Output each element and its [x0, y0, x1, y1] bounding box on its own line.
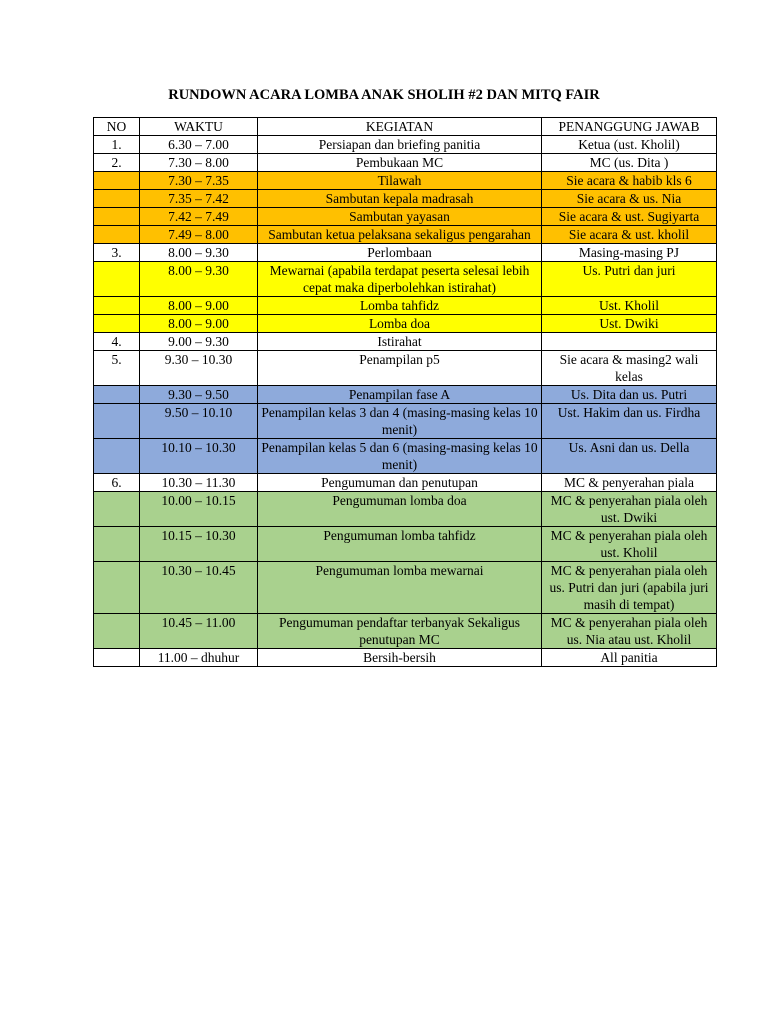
cell-waktu: 8.00 – 9.00	[140, 315, 258, 333]
header-penanggung-jawab: PENANGGUNG JAWAB	[542, 118, 717, 136]
cell-waktu: 10.15 – 10.30	[140, 527, 258, 562]
cell-penanggung-jawab: MC & penyerahan piala oleh us. Nia atau ust. Kholil	[542, 614, 717, 649]
cell-kegiatan: Penampilan kelas 5 dan 6 (masing-masing kelas 10 menit)	[258, 439, 542, 474]
table-row	[94, 386, 717, 404]
cell-no	[94, 297, 140, 315]
cell-no	[94, 386, 140, 404]
cell-waktu: 9.30 – 9.50	[140, 386, 258, 404]
cell-kegiatan: Sambutan ketua pelaksana sekaligus pengarahan	[258, 226, 542, 244]
cell-waktu: 10.30 – 10.45	[140, 562, 258, 614]
table-row	[94, 404, 717, 439]
table-row	[94, 172, 717, 190]
cell-waktu: 10.30 – 11.30	[140, 474, 258, 492]
cell-no: 6.	[94, 474, 140, 492]
cell-kegiatan: Pengumuman lomba mewarnai	[258, 562, 542, 614]
table-row	[94, 492, 717, 527]
cell-no	[94, 315, 140, 333]
table-row	[94, 208, 717, 226]
cell-waktu: 8.00 – 9.30	[140, 262, 258, 297]
cell-kegiatan: Perlombaan	[258, 244, 542, 262]
table-row	[94, 136, 717, 154]
cell-no: 1.	[94, 136, 140, 154]
cell-no	[94, 404, 140, 439]
cell-penanggung-jawab: Us. Putri dan juri	[542, 262, 717, 297]
cell-no: 3.	[94, 244, 140, 262]
cell-no	[94, 439, 140, 474]
cell-no	[94, 262, 140, 297]
table-row	[94, 226, 717, 244]
cell-kegiatan: Bersih-bersih	[258, 649, 542, 667]
header-no: NO	[94, 118, 140, 136]
table-row	[94, 474, 717, 492]
cell-no: 5.	[94, 351, 140, 386]
cell-no	[94, 492, 140, 527]
table-row	[94, 649, 717, 667]
cell-penanggung-jawab: Ust. Hakim dan us. Firdha	[542, 404, 717, 439]
cell-kegiatan: Penampilan p5	[258, 351, 542, 386]
cell-waktu: 11.00 – dhuhur	[140, 649, 258, 667]
cell-kegiatan: Pengumuman pendaftar terbanyak Sekaligus penutupan MC	[258, 614, 542, 649]
cell-waktu: 7.42 – 7.49	[140, 208, 258, 226]
cell-waktu: 10.00 – 10.15	[140, 492, 258, 527]
table-row	[94, 154, 717, 172]
cell-penanggung-jawab: Sie acara & us. Nia	[542, 190, 717, 208]
cell-kegiatan: Pembukaan MC	[258, 154, 542, 172]
cell-no	[94, 226, 140, 244]
cell-kegiatan: Lomba doa	[258, 315, 542, 333]
cell-no	[94, 562, 140, 614]
table-row	[94, 262, 717, 297]
cell-no	[94, 649, 140, 667]
cell-waktu: 10.45 – 11.00	[140, 614, 258, 649]
cell-waktu: 9.30 – 10.30	[140, 351, 258, 386]
cell-no	[94, 614, 140, 649]
cell-penanggung-jawab	[542, 333, 717, 351]
cell-kegiatan: Persiapan dan briefing panitia	[258, 136, 542, 154]
cell-waktu: 10.10 – 10.30	[140, 439, 258, 474]
table-row	[94, 315, 717, 333]
table-row	[94, 562, 717, 614]
cell-waktu: 8.00 – 9.30	[140, 244, 258, 262]
cell-penanggung-jawab: Ketua (ust. Kholil)	[542, 136, 717, 154]
header-kegiatan: KEGIATAN	[258, 118, 542, 136]
cell-waktu: 8.00 – 9.00	[140, 297, 258, 315]
cell-penanggung-jawab: MC (us. Dita )	[542, 154, 717, 172]
cell-no	[94, 172, 140, 190]
cell-kegiatan: Sambutan kepala madrasah	[258, 190, 542, 208]
cell-waktu: 9.50 – 10.10	[140, 404, 258, 439]
cell-no	[94, 208, 140, 226]
cell-penanggung-jawab: MC & penyerahan piala	[542, 474, 717, 492]
cell-kegiatan: Tilawah	[258, 172, 542, 190]
cell-penanggung-jawab: Ust. Dwiki	[542, 315, 717, 333]
cell-waktu: 6.30 – 7.00	[140, 136, 258, 154]
header-row	[94, 118, 717, 136]
table-row	[94, 439, 717, 474]
cell-penanggung-jawab: MC & penyerahan piala oleh us. Putri dan juri (apabila juri masih di tempat)	[542, 562, 717, 614]
cell-penanggung-jawab: All panitia	[542, 649, 717, 667]
cell-kegiatan: Istirahat	[258, 333, 542, 351]
cell-penanggung-jawab: Sie acara & habib kls 6	[542, 172, 717, 190]
header-waktu: WAKTU	[140, 118, 258, 136]
cell-kegiatan: Pengumuman dan penutupan	[258, 474, 542, 492]
cell-penanggung-jawab: Sie acara & ust. kholil	[542, 226, 717, 244]
table-row	[94, 614, 717, 649]
cell-penanggung-jawab: Masing-masing PJ	[542, 244, 717, 262]
cell-penanggung-jawab: MC & penyerahan piala oleh ust. Dwiki	[542, 492, 717, 527]
cell-waktu: 7.30 – 8.00	[140, 154, 258, 172]
table-row	[94, 351, 717, 386]
cell-no: 2.	[94, 154, 140, 172]
table-row	[94, 190, 717, 208]
cell-kegiatan: Penampilan fase A	[258, 386, 542, 404]
cell-waktu: 7.30 – 7.35	[140, 172, 258, 190]
cell-no	[94, 190, 140, 208]
cell-no: 4.	[94, 333, 140, 351]
cell-waktu: 7.35 – 7.42	[140, 190, 258, 208]
cell-kegiatan: Lomba tahfidz	[258, 297, 542, 315]
cell-penanggung-jawab: MC & penyerahan piala oleh ust. Kholil	[542, 527, 717, 562]
table-row	[94, 527, 717, 562]
document-title: RUNDOWN ACARA LOMBA ANAK SHOLIH #2 DAN MITQ FAIR	[168, 87, 600, 103]
cell-kegiatan: Mewarnai (apabila terdapat peserta selesai lebih cepat maka diperbolehkan istirahat)	[258, 262, 542, 297]
cell-penanggung-jawab: Ust. Kholil	[542, 297, 717, 315]
cell-no	[94, 527, 140, 562]
cell-penanggung-jawab: Sie acara & ust. Sugiyarta	[542, 208, 717, 226]
rundown-table	[93, 117, 717, 667]
cell-penanggung-jawab: Us. Asni dan us. Della	[542, 439, 717, 474]
cell-kegiatan: Pengumuman lomba tahfidz	[258, 527, 542, 562]
cell-kegiatan: Penampilan kelas 3 dan 4 (masing-masing kelas 10 menit)	[258, 404, 542, 439]
cell-penanggung-jawab: Sie acara & masing2 wali kelas	[542, 351, 717, 386]
cell-waktu: 7.49 – 8.00	[140, 226, 258, 244]
cell-kegiatan: Pengumuman lomba doa	[258, 492, 542, 527]
cell-kegiatan: Sambutan yayasan	[258, 208, 542, 226]
cell-waktu: 9.00 – 9.30	[140, 333, 258, 351]
table-row	[94, 297, 717, 315]
table-row	[94, 333, 717, 351]
cell-penanggung-jawab: Us. Dita dan us. Putri	[542, 386, 717, 404]
table-row	[94, 244, 717, 262]
